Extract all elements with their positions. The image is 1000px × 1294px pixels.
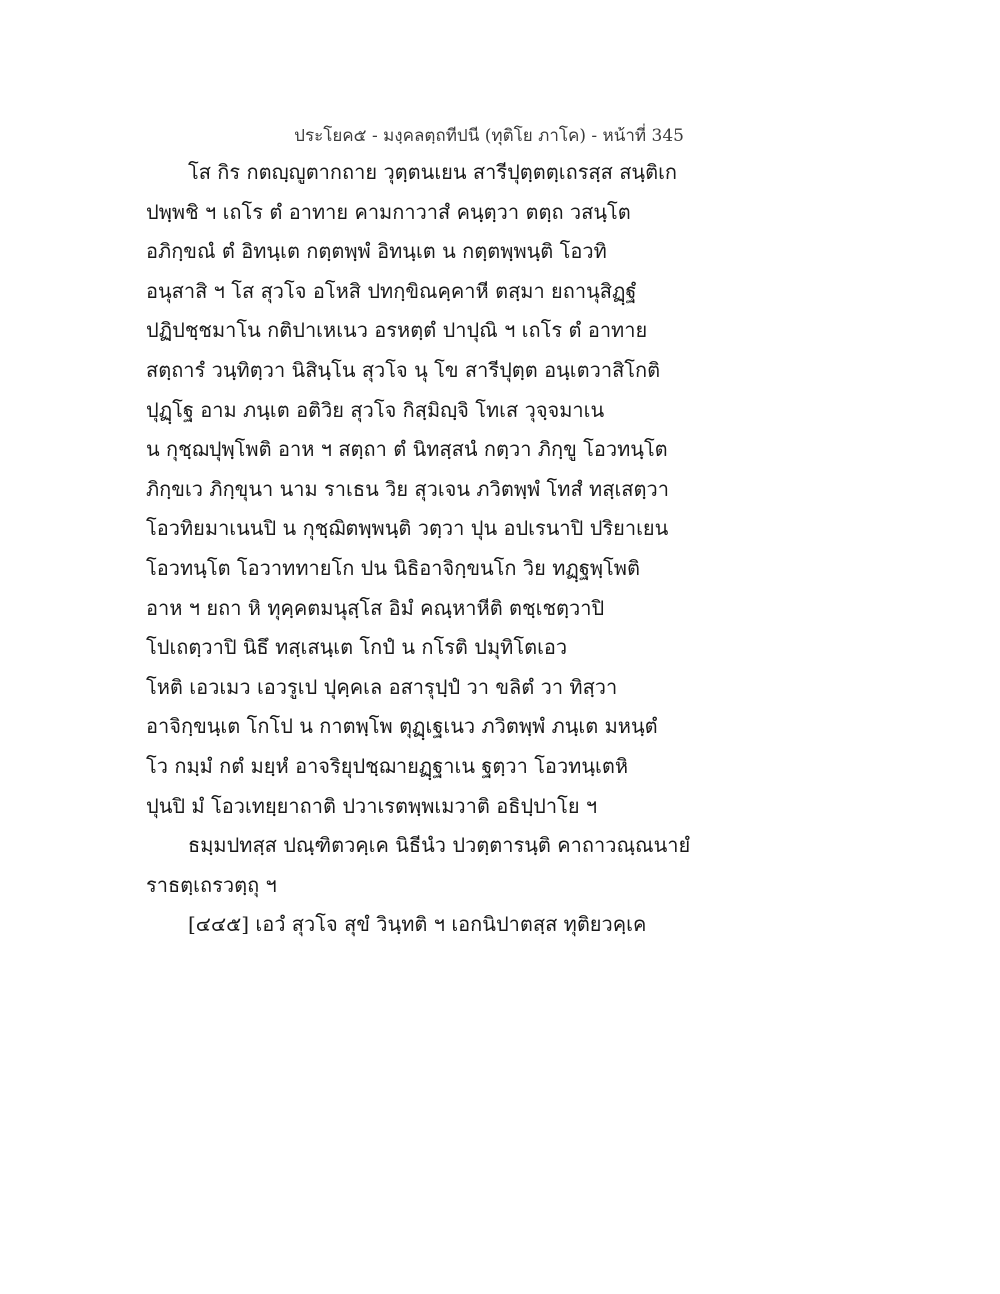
- text-line: โปเถตฺวาปิ นิธึ ทสฺเสนฺเต โกปํ น กโรติ ปมุทิโตเอว: [146, 635, 568, 660]
- text-line: ปุนปิ มํ โอวเทยฺยาถาติ ปวาเรตพฺพเมวาติ อธิปฺปาโย ฯ: [146, 793, 598, 818]
- text-line: อนุสาสิ ฯ โส สุวโจ อโหสิ ปทกฺขิณคฺคาหี ตสฺมา ยถานุสิฏฺฐํ: [146, 278, 637, 303]
- text-line: โส กิร กตญฺญูตากถาย วุตฺตนเยน สารีปุตฺตตฺเถรสฺส สนฺติเก: [188, 160, 678, 184]
- text-line: อาจิกฺขนฺเต โกโป น กาตพฺโพ ตุฏฺเฐเนว ภวิตพฺพํ ภนฺเต มหนฺตํ: [146, 714, 658, 739]
- body-text: [146, 153, 706, 945]
- text-line: อภิกฺขณํ ตํ อิทนฺเต กตฺตพฺพํ อิทนฺเต น กตฺตพฺพนฺติ โอวทิ: [146, 239, 607, 264]
- text-line: ปุฏฺโฐ อาม ภนฺเต อติวิย สุวโจ กิสฺมิญฺจิ โทเส วุจฺจมาเน: [146, 397, 605, 422]
- text-line: โว กมฺมํ กตํ มยฺหํ อาจริยุปชฺฌายฏฺฐาเน ฐตฺวา โอวทนฺเตหิ: [146, 753, 629, 778]
- text-line: อาห ฯ ยถา หิ ทุคฺคตมนุสฺโส อิมํ คณฺหาหีติ ตชฺเชตฺวาปิ: [146, 595, 605, 620]
- text-line: ธมฺมปทสฺส ปณฺฑิตวคฺเค นิธีนํว ปวตฺตารนฺติ คาถาวณฺณนายํ: [188, 833, 691, 858]
- text-line: โอวทิยมาเนนปิ น กุชฺฌิตพฺพนฺติ วตฺวา ปุน อปเรนาปิ ปริยาเยน: [146, 516, 669, 541]
- text-line: โหติ เอวเมว เอวรูเป ปุคฺคเล อสารุปฺปํ วา ขลิตํ วา ทิสฺวา: [146, 674, 618, 699]
- text-line: [๔๔๕] เอวํ สุวโจ สุขํ วินฺทติ ฯ เอกนิปาตสฺส ทุติยวคฺเค: [188, 912, 647, 937]
- text-line: ปฏิปชฺชมาโน กติปาเหเนว อรหตฺตํ ปาปุณิ ฯ เถโร ตํ อาทาย: [146, 318, 648, 343]
- text-line: สตฺถารํ วนฺทิตฺวา นิสินฺโน สุวโจ นุ โข สารีปุตฺต อนฺเตวาสิโกติ: [146, 357, 661, 382]
- text-line: น กุชฺฌปุพฺโพติ อาห ฯ สตฺถา ตํ นิทสฺสนํ กตฺวา ภิกฺขู โอวทนฺโต: [146, 437, 668, 462]
- page-header: ประโยค๕ - มงฺคลตฺถทีปนี (ทุติโย ภาโค) - หน้าที่ 345: [294, 126, 684, 146]
- text-line: ปพฺพชิ ฯ เถโร ตํ อาทาย คามกาวาสํ คนฺตฺวา ตตฺถ วสนฺโต: [146, 199, 631, 224]
- text-line: โอวทนฺโต โอวาททายโก ปน นิธิอาจิกฺขนโก วิย ทฏฺฐพฺโพติ: [146, 555, 640, 580]
- text-line: ภิกฺขเว ภิกฺขุนา นาม ราเธน วิย สุวเจน ภวิตพฺพํ โทสํ ทสฺเสตฺวา: [146, 476, 669, 501]
- text-line: ราธตฺเถรวตฺถุ ฯ: [146, 872, 277, 897]
